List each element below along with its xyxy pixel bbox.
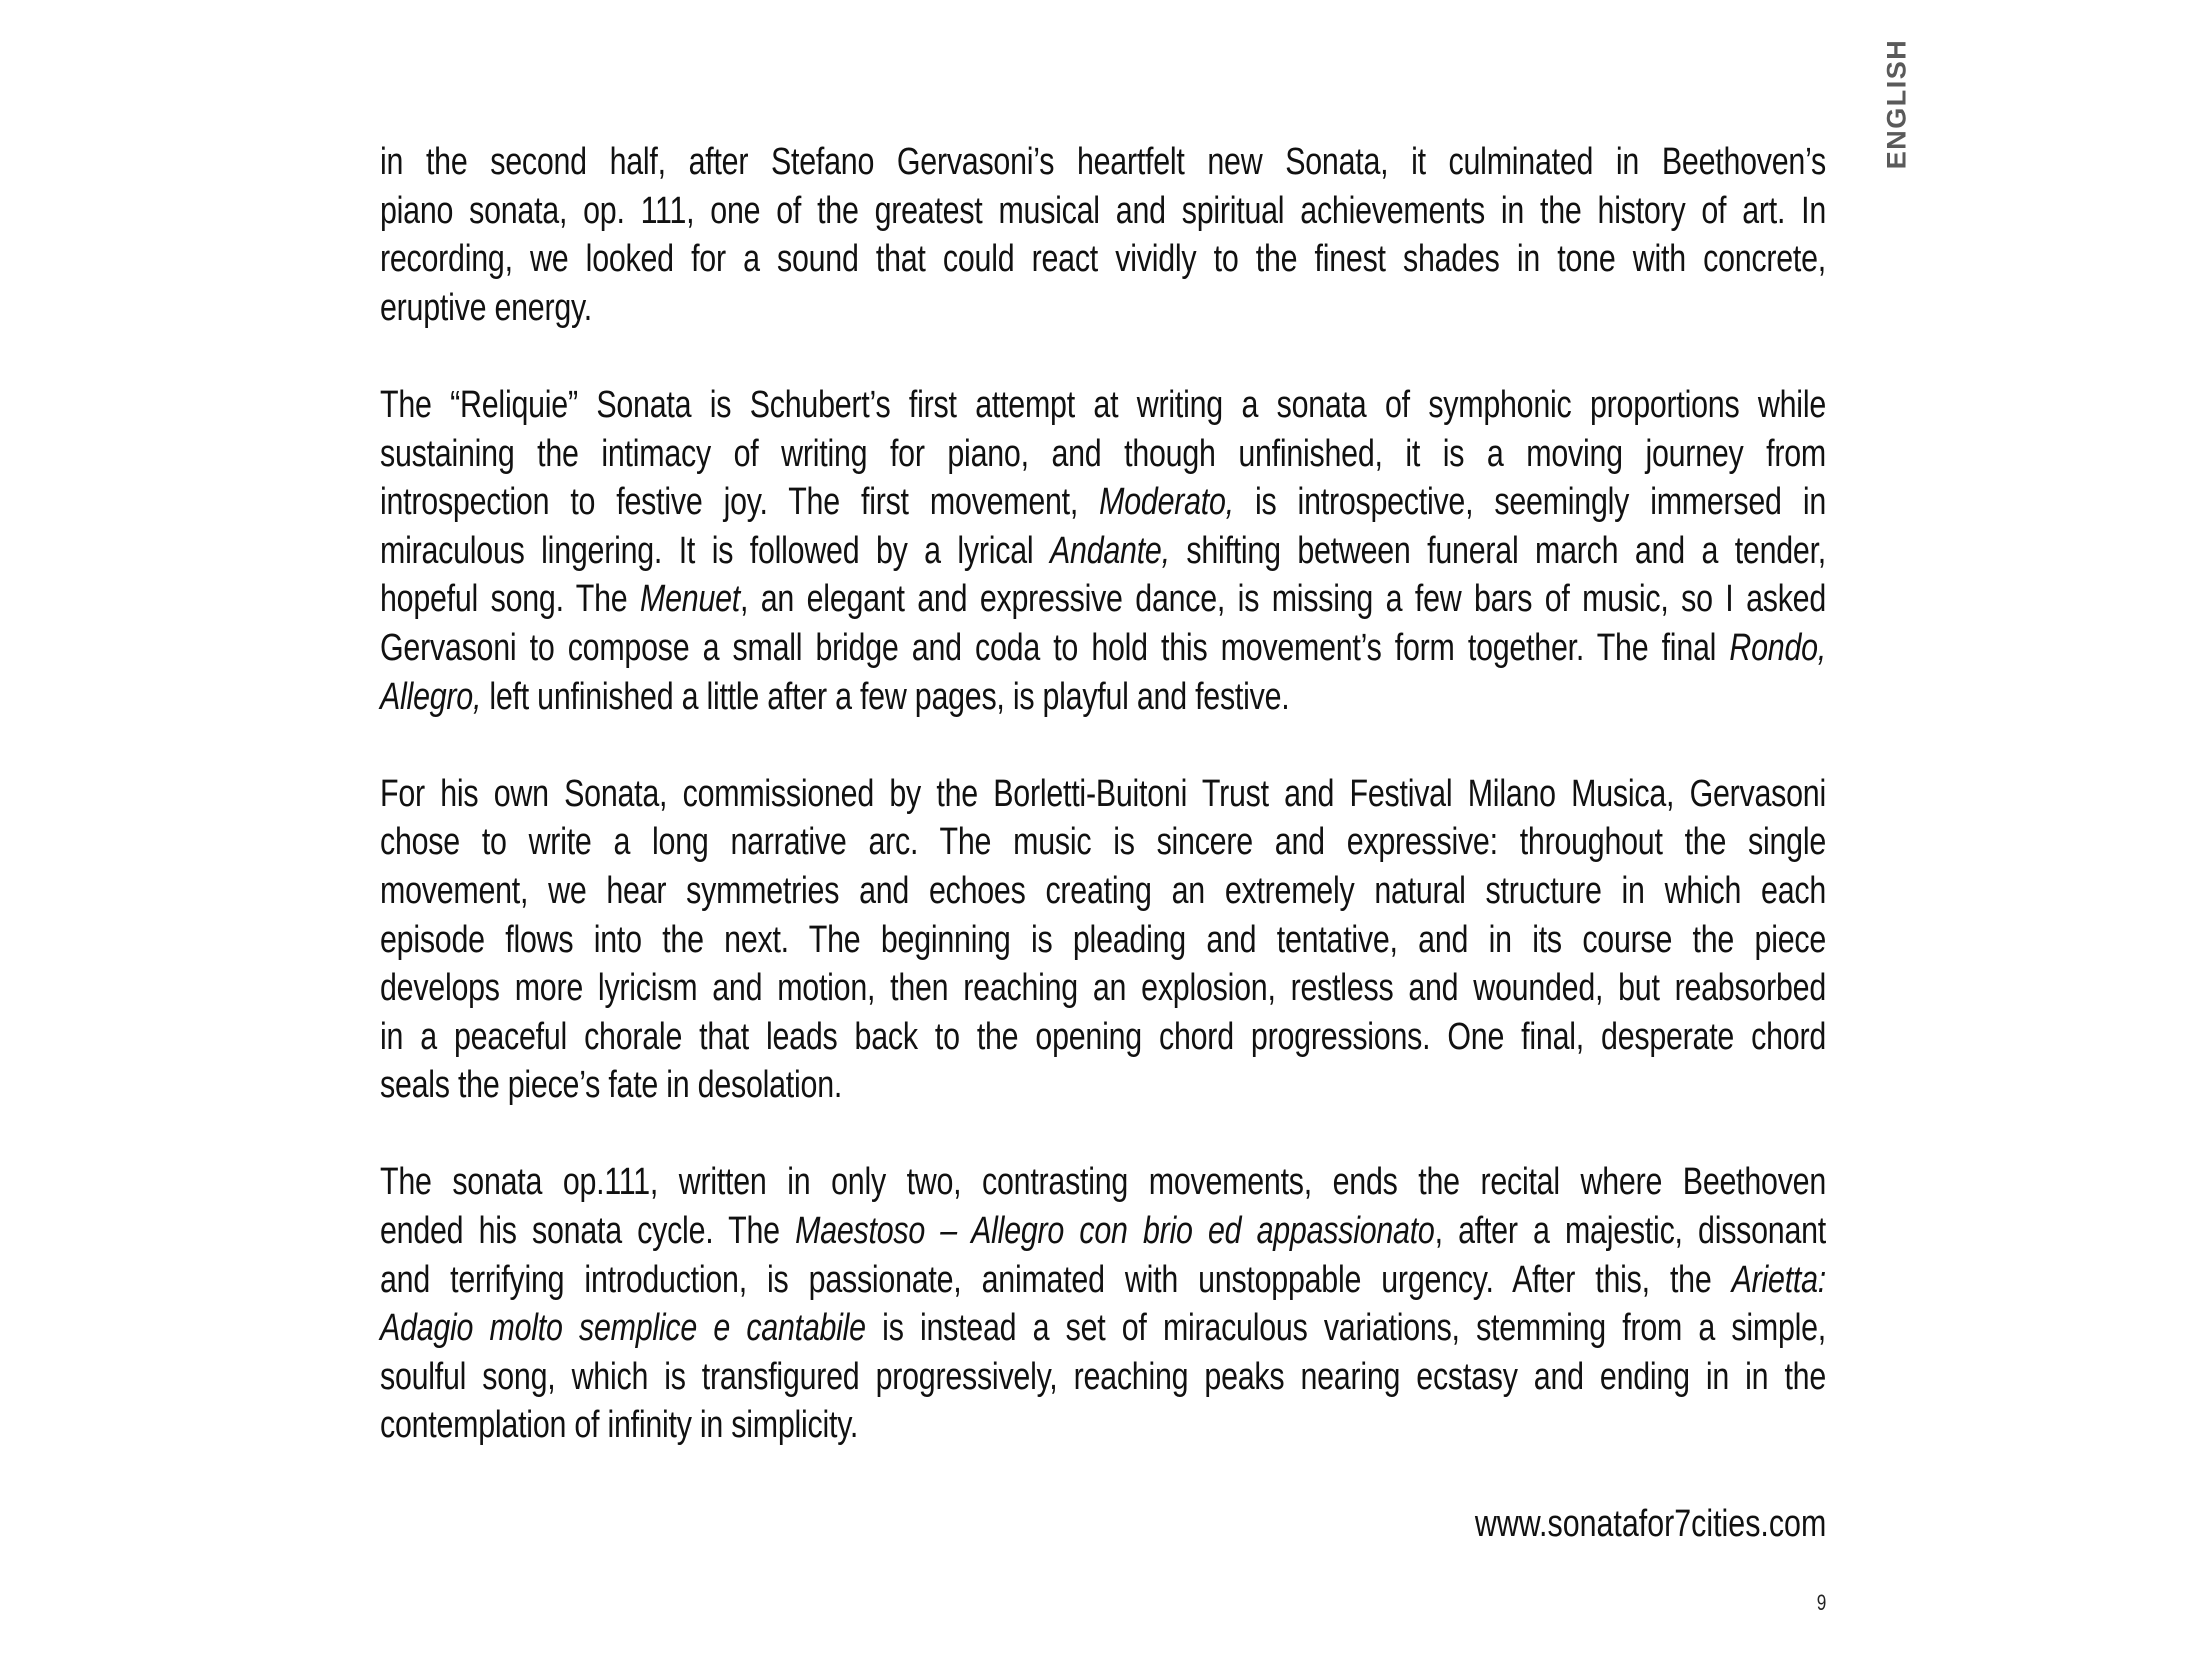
paragraph xyxy=(380,770,1826,1110)
paragraph xyxy=(380,1158,1826,1450)
text-run: recording, we looked for a sound that could react vividly to the finest shades in tone with concrete, xyxy=(380,238,1826,281)
text-line-content xyxy=(380,430,1826,479)
text-run: The “Reliquie” Sonata is Schubert’s first attempt at writing a sonata of symphonic proportions while xyxy=(380,383,1826,426)
text-line xyxy=(380,624,1826,673)
text-line xyxy=(380,964,1826,1013)
text-run: Gervasoni to compose a small bridge and coda to hold this movement’s form together. The final xyxy=(380,626,1730,669)
text-line xyxy=(380,770,1826,819)
text-run: piano sonata, op. 111, one of the greatest musical and spiritual achievements in the history of art. In xyxy=(380,189,1826,232)
text-run: ended his sonata cycle. The xyxy=(380,1210,796,1253)
text-run: seals the piece’s fate in desolation. xyxy=(380,1064,843,1107)
text-run: The sonata op.111, written in only two, contrasting movements, ends the recital where Beethoven xyxy=(380,1161,1826,1204)
body-text xyxy=(380,138,1826,1499)
text-run: is instead a set of miraculous variations, stemming from a simple, xyxy=(865,1307,1826,1350)
text-line-content xyxy=(380,867,1826,916)
text-run: miraculous lingering. It is followed by a lyrical xyxy=(380,529,1050,572)
page-number xyxy=(1814,1590,1826,1616)
italic-title: Arietta: xyxy=(1731,1258,1826,1301)
text-line-content xyxy=(380,1061,842,1110)
text-run: left unfinished a little after a few pages, is playful and festive. xyxy=(481,675,1290,718)
text-run: and terrifying introduction, is passionate, animated with unstoppable urgency. After this, the xyxy=(380,1258,1732,1301)
text-line xyxy=(380,1207,1826,1256)
page-number-value: 9 xyxy=(1816,1590,1826,1615)
text-line xyxy=(380,187,1826,236)
text-line xyxy=(380,138,1826,187)
website-link-container xyxy=(1387,1500,1826,1548)
italic-title: Rondo, xyxy=(1729,626,1826,669)
text-line-content xyxy=(380,964,1826,1013)
text-run: contemplation of infinity in simplicity. xyxy=(380,1404,859,1447)
text-line xyxy=(380,818,1826,867)
text-line xyxy=(380,575,1826,624)
text-run: in a peaceful chorale that leads back to the opening chord progressions. One final, desperate chord xyxy=(380,1015,1826,1058)
text-line-content xyxy=(380,1353,1826,1402)
text-line-content xyxy=(380,1158,1826,1207)
text-line xyxy=(380,916,1826,965)
text-run: movement, we hear symmetries and echoes creating an extremely natural structure in which each xyxy=(380,869,1826,912)
text-line-content xyxy=(380,284,592,333)
text-line-content xyxy=(380,235,1826,284)
text-run: sustaining the intimacy of writing for piano, and though unfinished, it is a moving journey from xyxy=(380,432,1826,475)
text-line-content xyxy=(380,575,1826,624)
text-run: in the second half, after Stefano Gervasoni’s heartfelt new Sonata, it culminated in Beethoven’s xyxy=(380,141,1826,183)
text-line-content xyxy=(380,1207,1826,1256)
text-line-content xyxy=(380,478,1826,527)
text-line-content xyxy=(380,527,1826,576)
text-line-content xyxy=(380,1256,1826,1305)
text-run: hopeful song. The xyxy=(380,578,641,621)
text-line-content xyxy=(380,187,1826,236)
text-run: shifting between funeral march and a tender, xyxy=(1169,529,1826,572)
website-link[interactable]: www.sonatafor7cities.com xyxy=(1474,1503,1826,1545)
text-line xyxy=(380,381,1826,430)
text-line xyxy=(380,867,1826,916)
text-line xyxy=(380,284,1826,333)
language-label: ENGLISH xyxy=(1881,38,1912,170)
text-run: is introspective, seemingly immersed in xyxy=(1233,481,1826,524)
text-line xyxy=(380,1353,1826,1402)
text-line-content xyxy=(380,673,1290,722)
text-line xyxy=(380,235,1826,284)
text-line-content xyxy=(380,1401,858,1450)
text-line xyxy=(380,673,1826,722)
text-line-content xyxy=(380,916,1826,965)
text-line-content xyxy=(380,381,1826,430)
italic-title: Moderato, xyxy=(1099,481,1234,524)
text-line-content xyxy=(380,624,1826,673)
text-line xyxy=(380,1401,1826,1450)
text-line-content xyxy=(380,1013,1826,1062)
paragraph xyxy=(380,381,1826,721)
text-run: , after a majestic, dissonant xyxy=(1434,1210,1826,1253)
text-line-content xyxy=(380,138,1826,187)
text-run: develops more lyricism and motion, then reaching an explosion, restless and wounded, but reabsorbed xyxy=(380,967,1826,1010)
italic-title: Adagio molto semplice e cantabile xyxy=(380,1307,866,1350)
italic-title: Andante, xyxy=(1050,529,1170,572)
text-line-content xyxy=(380,1304,1826,1353)
text-line xyxy=(380,1013,1826,1062)
text-line xyxy=(380,1158,1826,1207)
italic-title: Menuet xyxy=(640,578,740,621)
text-run: episode flows into the next. The beginning is pleading and tentative, and in its course the piece xyxy=(380,918,1826,961)
text-line xyxy=(380,1061,1826,1110)
text-line-content xyxy=(380,818,1826,867)
text-line xyxy=(380,478,1826,527)
text-line xyxy=(380,527,1826,576)
text-line-content xyxy=(380,770,1826,819)
text-run: soulful song, which is transfigured progressively, reaching peaks nearing ecstasy and ending in in the xyxy=(380,1355,1826,1398)
paragraph xyxy=(380,138,1826,332)
text-run: eruptive energy. xyxy=(380,286,592,329)
text-line xyxy=(380,1304,1826,1353)
italic-title: Allegro, xyxy=(380,675,482,718)
text-run: For his own Sonata, commissioned by the Borletti-Buitoni Trust and Festival Milano Musica, Gervasoni xyxy=(380,772,1826,815)
text-run: introspection to festive joy. The first movement, xyxy=(380,481,1100,524)
text-run: , an elegant and expressive dance, is missing a few bars of music, so I asked xyxy=(739,578,1826,621)
text-line xyxy=(380,430,1826,479)
text-line xyxy=(380,1256,1826,1305)
language-tab xyxy=(1881,38,1912,170)
italic-title: Maestoso – Allegro con brio ed appassionato xyxy=(795,1210,1435,1253)
text-run: chose to write a long narrative arc. The music is sincere and expressive: throughout the single xyxy=(380,821,1826,864)
